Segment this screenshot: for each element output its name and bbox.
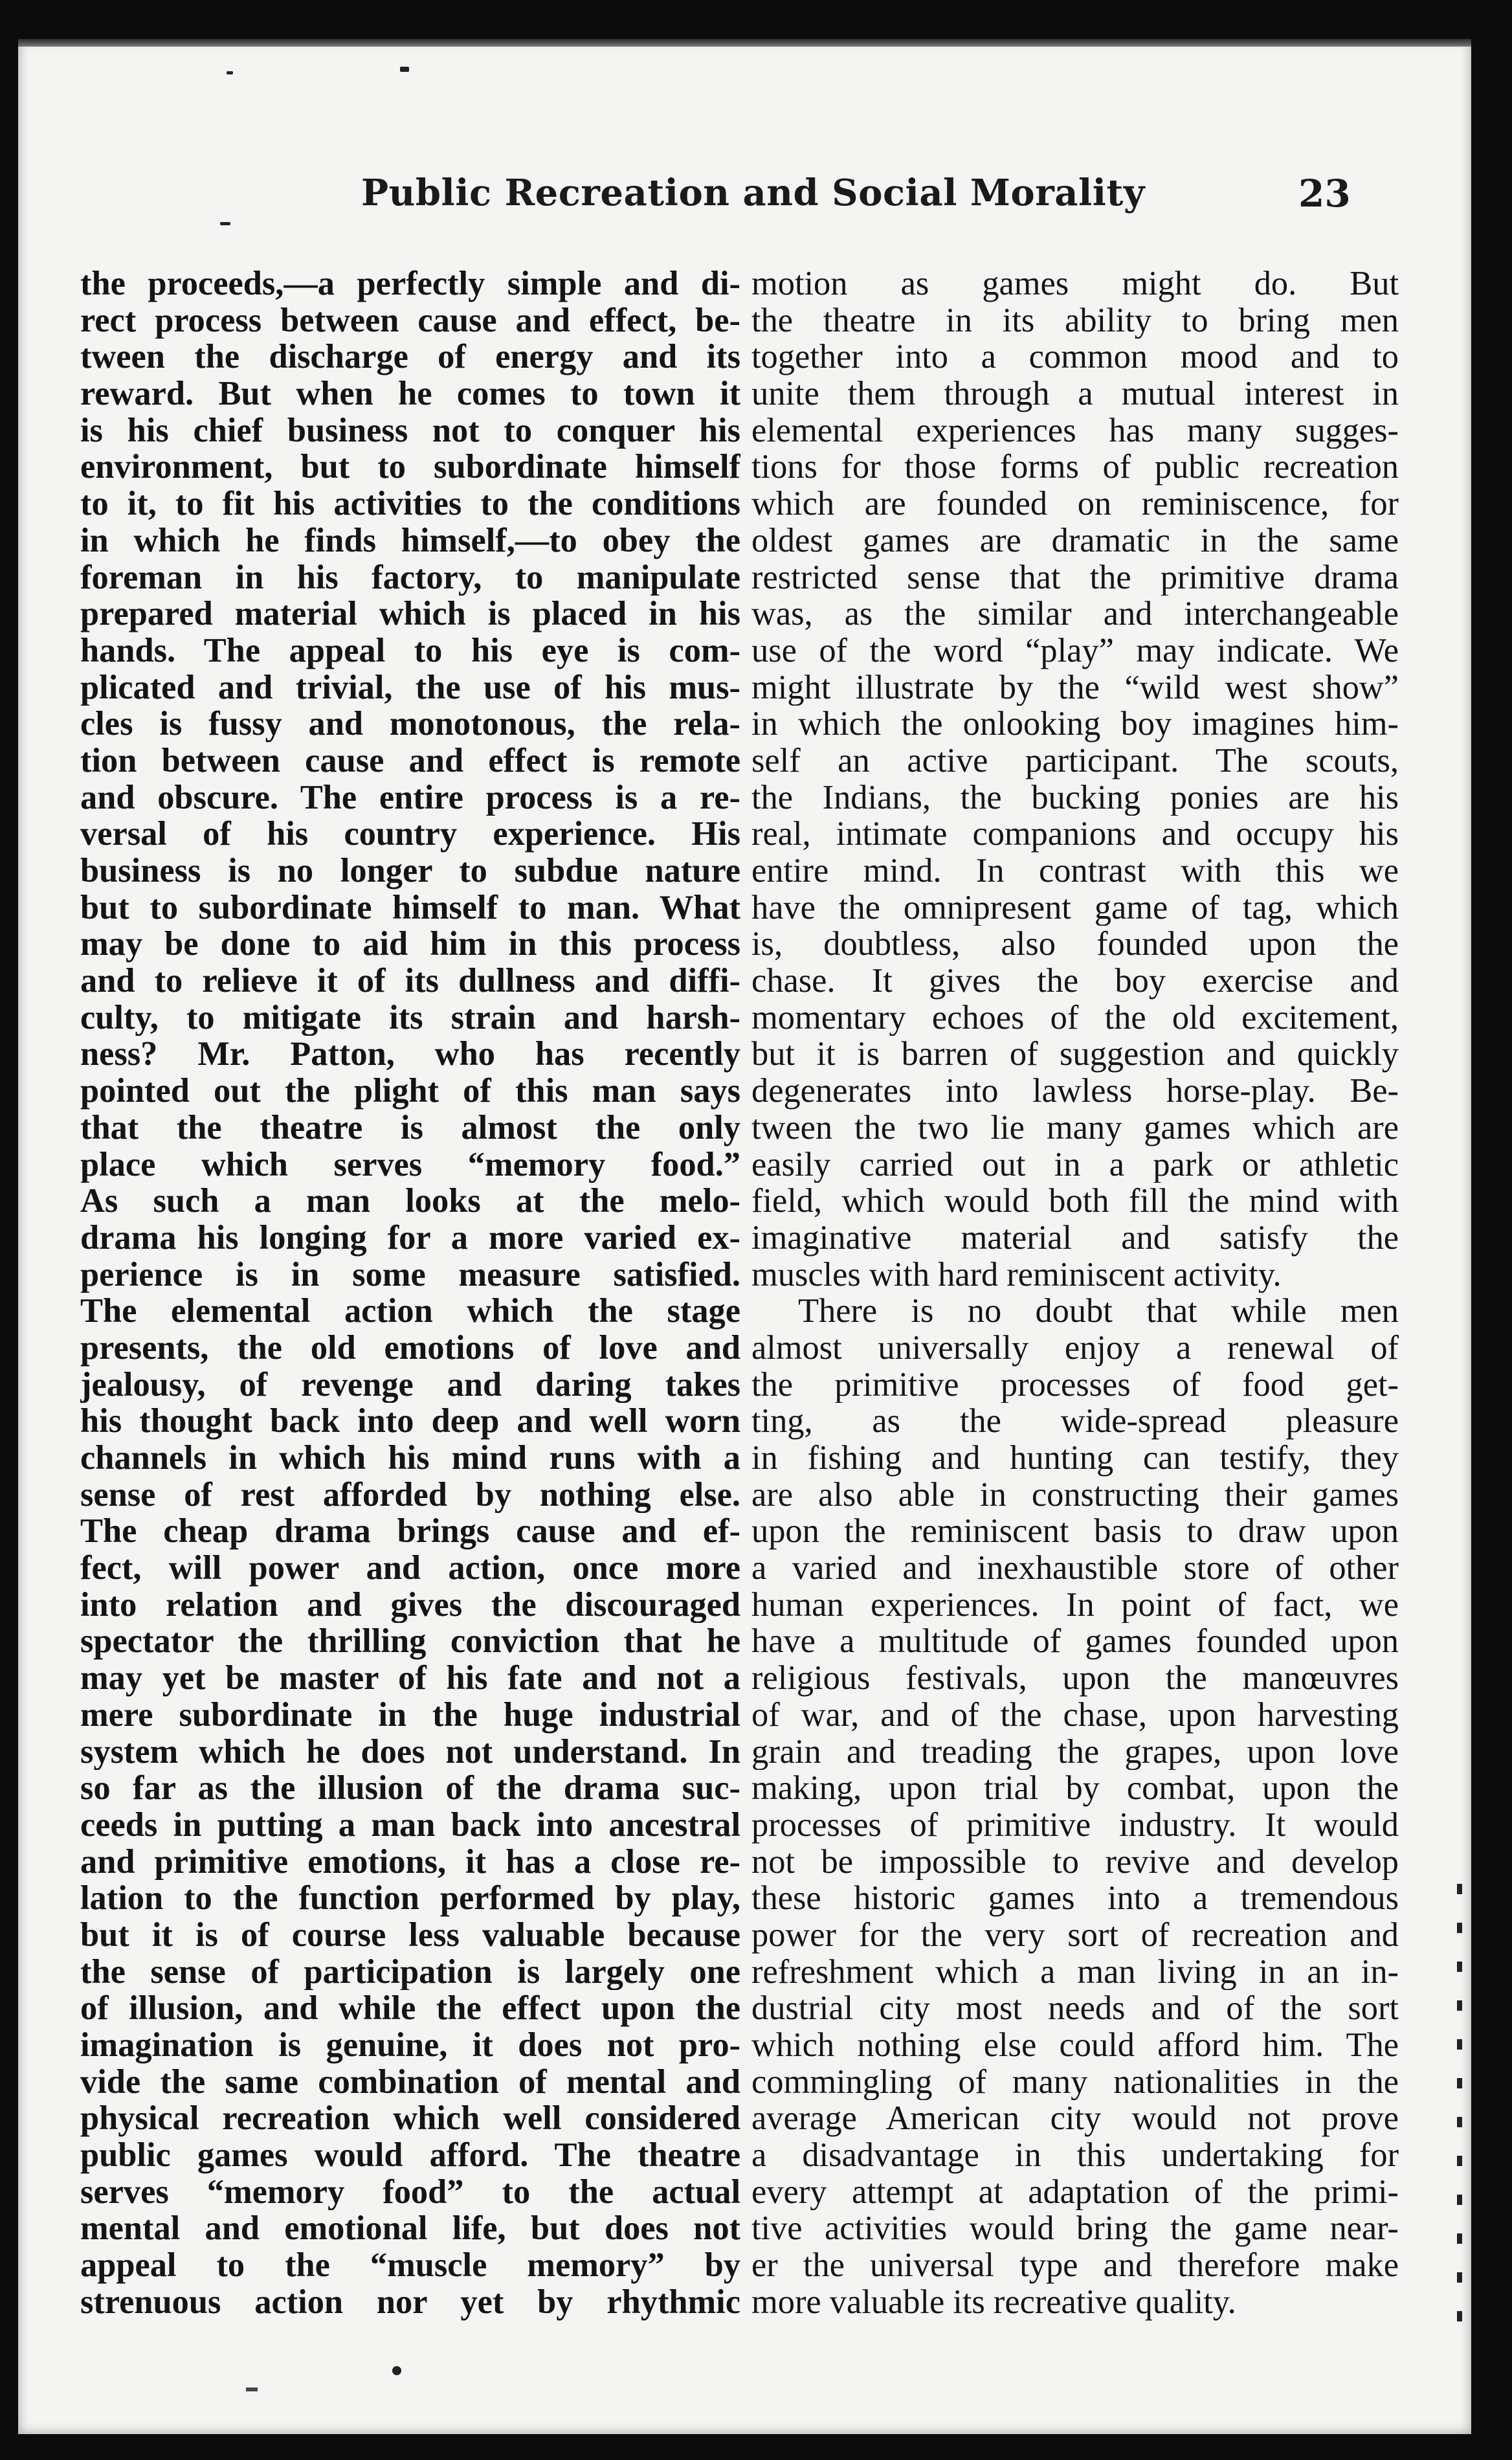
text-line: channels in which his mind runs with a xyxy=(80,1440,740,1477)
text-line: the proceeds,—a perfectly simple and di- xyxy=(80,265,740,302)
text-line: the sense of participation is largely one xyxy=(80,1953,740,1991)
text-line: is his chief business not to conquer his xyxy=(80,412,740,449)
scan-speck xyxy=(392,2366,401,2375)
text-line: commingling of many nationalities in the xyxy=(751,2063,1399,2101)
text-line: but to subordinate himself to man. What xyxy=(80,889,740,926)
text-line: have a multitude of games founded upon xyxy=(751,1623,1399,1660)
page-header xyxy=(18,172,1471,223)
text-line: hands. The appeal to his eye is com- xyxy=(80,632,740,669)
text-line: was, as the similar and interchangeable xyxy=(751,596,1399,632)
text-line: field, which would both fill the mind with xyxy=(751,1183,1399,1220)
text-line: mental and emotional life, but does not xyxy=(80,2210,740,2248)
text-line: might illustrate by the “wild west show” xyxy=(751,669,1399,706)
text-line: oldest games are dramatic in the same xyxy=(751,522,1399,559)
text-line: which are founded on reminiscence, for xyxy=(751,486,1399,522)
right-column xyxy=(751,265,1399,2321)
text-line: prepared material which is placed in his xyxy=(80,596,740,632)
text-line: of war, and of the chase, upon harvesting xyxy=(751,1696,1399,1734)
text-line: may be done to aid him in this process xyxy=(80,926,740,963)
text-line: reward. But when he comes to town it xyxy=(80,375,740,412)
text-line: mere subordinate in the huge industrial xyxy=(80,1696,740,1734)
text-line: pointed out the plight of this man says xyxy=(80,1073,740,1110)
text-line: every attempt at adaptation of the primi- xyxy=(751,2173,1399,2211)
scanned-page xyxy=(18,39,1471,2434)
text-line: more valuable its recreative quality. xyxy=(751,2283,1236,2321)
text-line: business is no longer to subdue nature xyxy=(80,853,740,889)
text-line: human experiences. In point of fact, we xyxy=(751,1586,1399,1624)
text-line: a varied and inexhaustible store of other xyxy=(751,1550,1399,1587)
text-line: almost universally enjoy a renewal of xyxy=(751,1329,1399,1367)
text-line: tions for those forms of public recreation xyxy=(751,449,1399,486)
text-line: and obscure. The entire process is a re- xyxy=(80,779,740,816)
text-line: ness? Mr. Patton, who has recently xyxy=(80,1036,740,1073)
text-line: but it is barren of suggestion and quickly xyxy=(751,1036,1399,1073)
text-line: sense of rest afforded by nothing else. xyxy=(80,1476,740,1514)
text-line: the primitive processes of food get- xyxy=(751,1366,1399,1403)
text-line: processes of primitive industry. It would xyxy=(751,1806,1399,1844)
running-title: Public Recreation and Social Morality xyxy=(361,172,1145,214)
text-line: his thought back into deep and well worn xyxy=(80,1403,740,1440)
text-line: entire mind. In contrast with this we xyxy=(751,853,1399,889)
text-line: have the omnipresent game of tag, which xyxy=(751,889,1399,926)
text-line: ceeds in putting a man back into ancestral xyxy=(80,1806,740,1844)
text-line: so far as the illusion of the drama suc- xyxy=(80,1770,740,1807)
text-line: that the theatre is almost the only xyxy=(80,1109,740,1146)
text-line: degenerates into lawless horse-play. Be- xyxy=(751,1073,1399,1110)
text-line: foreman in his factory, to manipulate xyxy=(80,559,740,596)
text-line: imagination is genuine, it does not pro- xyxy=(80,2027,740,2064)
text-line: physical recreation which well considered xyxy=(80,2100,740,2138)
text-line: spectator the thrilling conviction that he xyxy=(80,1623,740,1660)
text-line: imaginative material and satisfy the xyxy=(751,1219,1399,1257)
text-line: presents, the old emotions of love and xyxy=(80,1329,740,1367)
text-line: tween the discharge of energy and its xyxy=(80,339,740,376)
text-line: perience is in some measure satisfied. xyxy=(80,1256,740,1293)
text-line: average American city would not prove xyxy=(751,2100,1399,2138)
text-line: unite them through a mutual interest in xyxy=(751,375,1399,412)
text-line: may yet be master of his fate and not a xyxy=(80,1660,740,1697)
text-line: public games would afford. The theatre xyxy=(80,2137,740,2174)
scan-speck xyxy=(227,71,233,74)
text-line: drama his longing for a more varied ex- xyxy=(80,1219,740,1257)
text-line: As such a man looks at the melo- xyxy=(80,1183,740,1220)
text-line: self an active participant. The scouts, xyxy=(751,742,1399,779)
text-line: tive activities would bring the game near- xyxy=(751,2210,1399,2248)
text-line: dustrial city most needs and of the sort xyxy=(751,1990,1399,2027)
text-line: place which serves “memory food.” xyxy=(80,1146,740,1183)
text-line: environment, but to subordinate himself xyxy=(80,449,740,486)
text-line: to it, to fit his activities to the conditions xyxy=(80,486,740,522)
text-line: appeal to the “muscle memory” by xyxy=(80,2247,740,2284)
text-line: serves “memory food” to the actual xyxy=(80,2173,740,2211)
text-line: refreshment which a man living in an in- xyxy=(751,1953,1399,1991)
text-line: upon the reminiscent basis to draw upon xyxy=(751,1513,1399,1550)
text-line: elemental experiences has many sugges- xyxy=(751,412,1399,449)
text-line: vide the same combination of mental and xyxy=(80,2063,740,2101)
text-line: a disadvantage in this undertaking for xyxy=(751,2137,1399,2174)
text-line: The cheap drama brings cause and ef- xyxy=(80,1513,740,1550)
text-line: grain and treading the grapes, upon love xyxy=(751,1733,1399,1771)
text-line: making, upon trial by combat, upon the xyxy=(751,1770,1399,1807)
text-line: muscles with hard reminiscent activity. xyxy=(751,1256,1282,1293)
text-line: cles is fussy and monotonous, the rela- xyxy=(80,706,740,743)
text-line: power for the very sort of recreation and xyxy=(751,1916,1399,1954)
text-line: but it is of course less valuable because xyxy=(80,1916,740,1954)
text-line: lation to the function performed by play, xyxy=(80,1880,740,1917)
text-line: restricted sense that the primitive drama xyxy=(751,559,1399,596)
text-line: momentary echoes of the old excitement, xyxy=(751,999,1399,1036)
text-line: motion as games might do. But xyxy=(751,265,1399,302)
text-line: There is no doubt that while men xyxy=(798,1293,1399,1330)
text-line: not be impossible to revive and develop xyxy=(751,1843,1399,1881)
text-line: and to relieve it of its dullness and diffi- xyxy=(80,963,740,1000)
text-line: culty, to mitigate its strain and harsh- xyxy=(80,999,740,1036)
text-line: and primitive emotions, it has a close re- xyxy=(80,1843,740,1881)
page-number: 23 xyxy=(1298,172,1351,216)
page-top-edge xyxy=(18,39,1471,47)
text-line: these historic games into a tremendous xyxy=(751,1880,1399,1917)
text-line: of illusion, and while the effect upon the xyxy=(80,1990,740,2027)
text-line: together into a common mood and to xyxy=(751,339,1399,376)
page-edge-marks xyxy=(1457,1884,1462,2337)
text-line: the theatre in its ability to bring men xyxy=(751,302,1399,339)
text-line: chase. It gives the boy exercise and xyxy=(751,963,1399,1000)
text-line: the Indians, the bucking ponies are his xyxy=(751,779,1399,816)
text-line: jealousy, of revenge and daring takes xyxy=(80,1366,740,1403)
text-line: easily carried out in a park or athletic xyxy=(751,1146,1399,1183)
text-line: use of the word “play” may indicate. We xyxy=(751,632,1399,669)
text-line: strenuous action nor yet by rhythmic xyxy=(80,2283,740,2321)
scan-speck xyxy=(400,67,409,72)
text-line: in fishing and hunting can testify, they xyxy=(751,1440,1399,1477)
text-line: is, doubtless, also founded upon the xyxy=(751,926,1399,963)
text-line: real, intimate companions and occupy his xyxy=(751,816,1399,853)
text-line: plicated and trivial, the use of his mus- xyxy=(80,669,740,706)
text-line: er the universal type and therefore make xyxy=(751,2247,1399,2284)
scan-speck xyxy=(246,2387,258,2391)
text-line: are also able in constructing their games xyxy=(751,1476,1399,1514)
text-line: into relation and gives the discouraged xyxy=(80,1586,740,1624)
text-line: in which the onlooking boy imagines him- xyxy=(751,706,1399,743)
text-line: ting, as the wide-spread pleasure xyxy=(751,1403,1399,1440)
text-line: fect, will power and action, once more xyxy=(80,1550,740,1587)
text-line: which nothing else could afford him. The xyxy=(751,2027,1399,2064)
text-line: in which he finds himself,—to obey the xyxy=(80,522,740,559)
text-line: system which he does not understand. In xyxy=(80,1733,740,1771)
text-line: tween the two lie many games which are xyxy=(751,1109,1399,1146)
text-line: tion between cause and effect is remote xyxy=(80,742,740,779)
text-line: The elemental action which the stage xyxy=(80,1293,740,1330)
text-line: rect process between cause and effect, be- xyxy=(80,302,740,339)
text-line: religious festivals, upon the manœuvres xyxy=(751,1660,1399,1697)
text-line: versal of his country experience. His xyxy=(80,816,740,853)
left-column xyxy=(80,265,740,2321)
